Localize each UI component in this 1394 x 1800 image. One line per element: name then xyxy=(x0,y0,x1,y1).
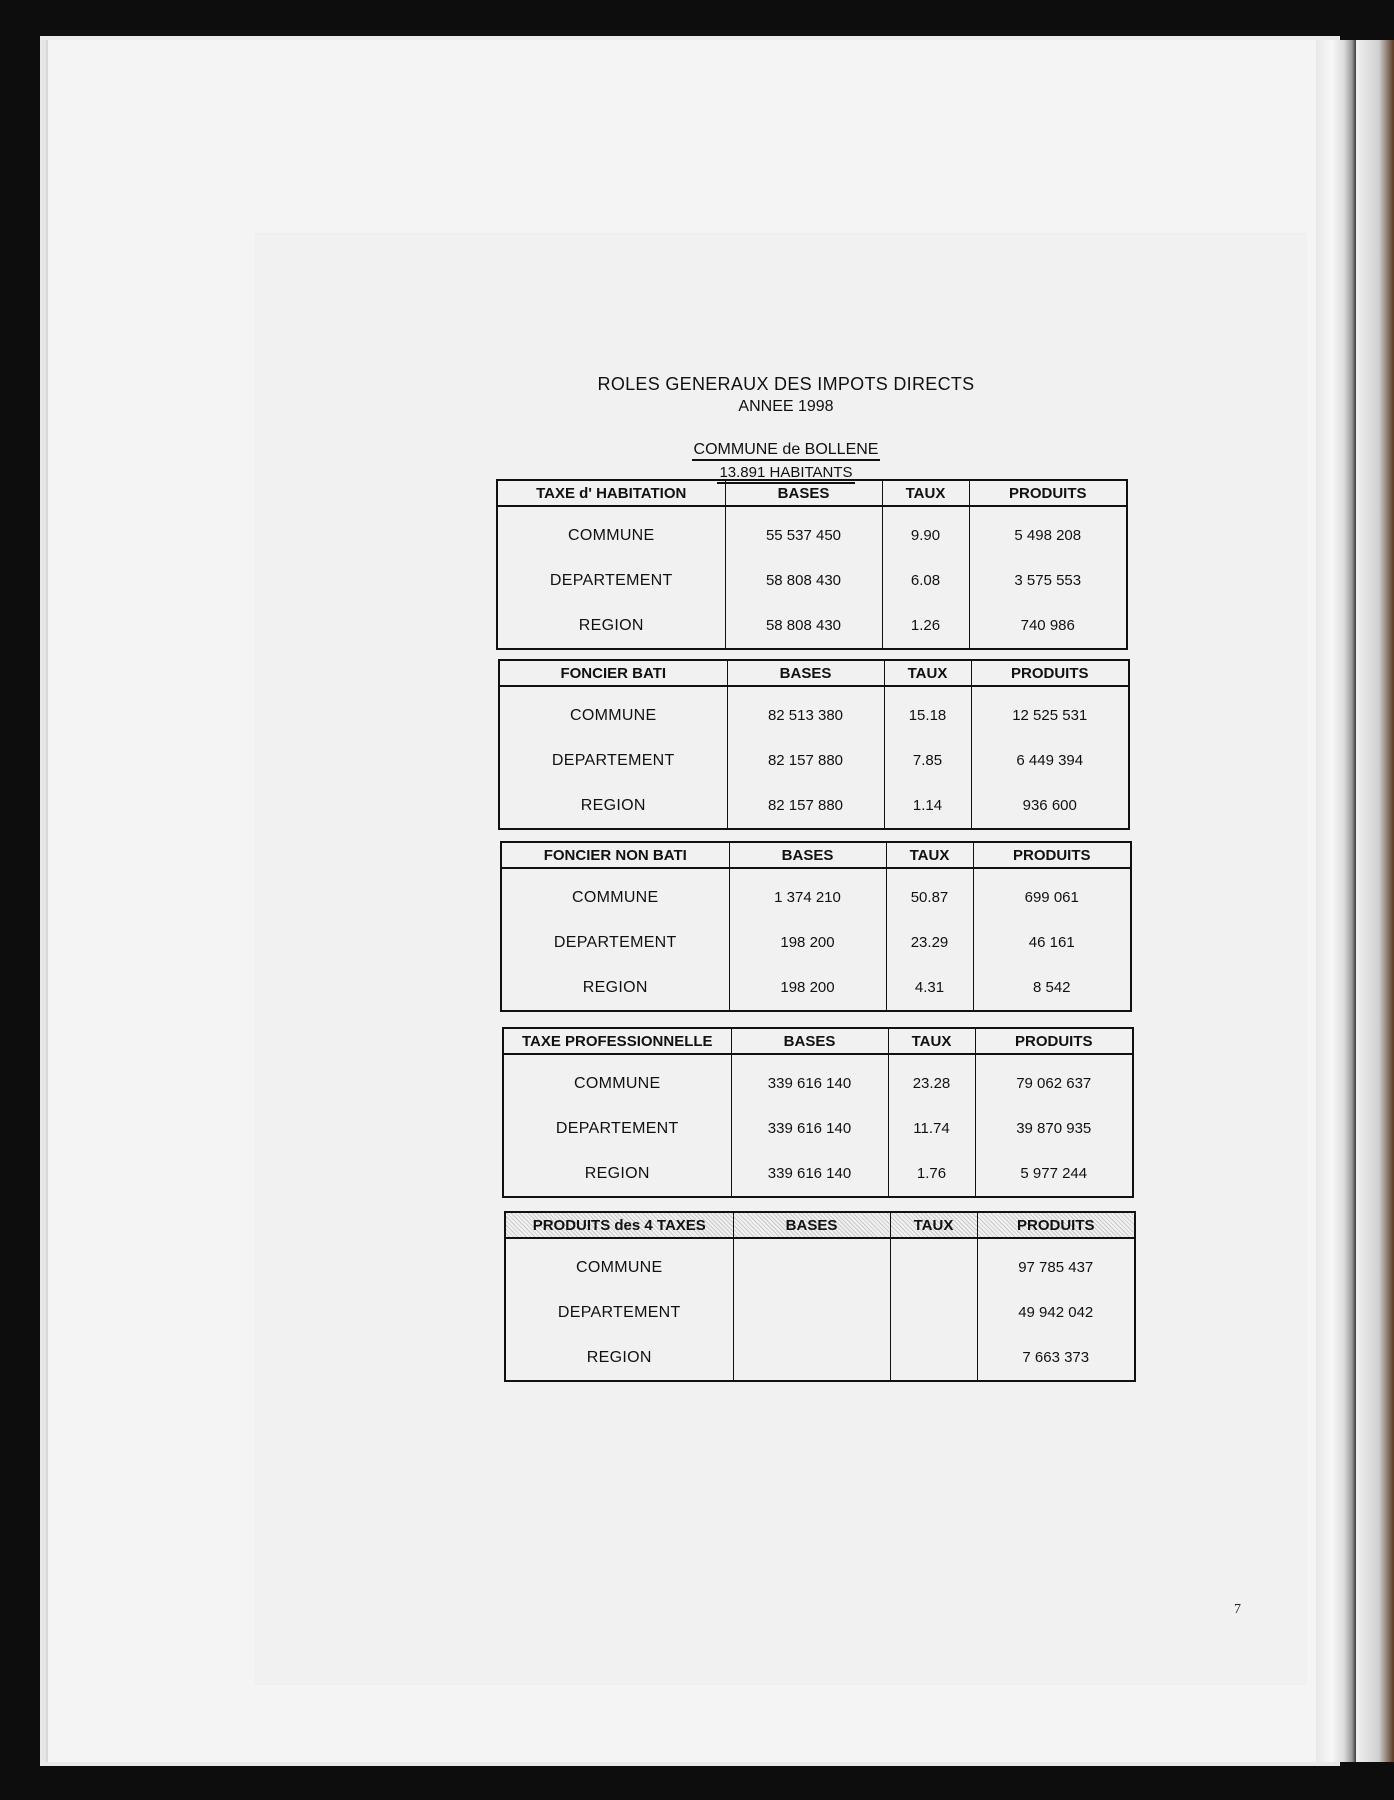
table-cell: 82 157 880 xyxy=(727,783,884,829)
table-cell: 3 575 553 xyxy=(1014,572,1082,589)
row-label: DEPARTEMENT xyxy=(501,920,729,965)
commune-name xyxy=(256,441,1316,459)
table-cell: 55 537 450 xyxy=(725,506,882,558)
column-header: PRODUITS xyxy=(973,842,1131,868)
table-header-row xyxy=(497,480,1127,506)
document-title: ROLES GENERAUX DES IMPOTS DIRECTS xyxy=(597,374,975,394)
row-label: COMMUNE xyxy=(505,1238,733,1290)
table-cell: 79 062 637 xyxy=(1016,1075,1092,1092)
column-header: TAUX xyxy=(886,842,973,868)
table-cell: 198 200 xyxy=(729,965,886,1011)
table-row xyxy=(503,1054,1133,1106)
population-text: 13.891 HABITANTS xyxy=(717,464,854,484)
table-cell: 82 513 380 xyxy=(727,686,884,738)
document-sheet xyxy=(256,234,1306,1684)
table-cell: 1.76 xyxy=(888,1151,975,1197)
document-year: ANNEE 1998 xyxy=(738,398,834,415)
row-label: COMMUNE xyxy=(501,868,729,920)
table-cell xyxy=(733,1290,890,1335)
column-header: BASES xyxy=(727,660,884,686)
column-header: PRODUITS xyxy=(969,480,1127,506)
row-label: REGION xyxy=(501,965,729,1011)
table-cell: 198 200 xyxy=(729,920,886,965)
column-header: TAUX xyxy=(884,660,971,686)
table-cell: 23.28 xyxy=(888,1054,975,1106)
row-label: COMMUNE xyxy=(497,506,725,558)
table-cell: 5 498 208 xyxy=(1014,527,1082,544)
column-header: BASES xyxy=(733,1212,890,1238)
table-row xyxy=(499,738,1129,783)
table-cell: 5 977 244 xyxy=(1020,1165,1088,1182)
tax-table xyxy=(498,659,1130,830)
table-cell: 339 616 140 xyxy=(731,1151,888,1197)
table-header-row xyxy=(501,842,1131,868)
table-row xyxy=(501,920,1131,965)
table-cell xyxy=(890,1238,977,1290)
table-cell: 4.31 xyxy=(886,965,973,1011)
commune-name-text: COMMUNE de BOLLENE xyxy=(692,441,881,461)
row-label: DEPARTEMENT xyxy=(499,738,727,783)
column-header: TAUX xyxy=(888,1028,975,1054)
table-row xyxy=(505,1238,1135,1290)
row-label: DEPARTEMENT xyxy=(503,1106,731,1151)
table-cell: 936 600 xyxy=(1022,797,1077,814)
row-label: COMMUNE xyxy=(499,686,727,738)
table-row xyxy=(497,558,1127,603)
table-row xyxy=(499,783,1129,829)
book-spine xyxy=(1356,40,1394,1762)
table-cell: 8 542 xyxy=(1032,979,1071,996)
table-cell: 82 157 880 xyxy=(727,738,884,783)
table-cell: 6.08 xyxy=(882,558,969,603)
table-row xyxy=(505,1335,1135,1381)
table-cell: 339 616 140 xyxy=(731,1054,888,1106)
book-page xyxy=(48,40,1318,1762)
column-header: TAXE PROFESSIONNELLE xyxy=(503,1028,731,1054)
table-cell xyxy=(733,1335,890,1381)
table-cell: 49 942 042 xyxy=(1018,1304,1094,1321)
table-cell: 1 374 210 xyxy=(729,868,886,920)
table-row xyxy=(497,506,1127,558)
table-row xyxy=(501,965,1131,1011)
column-header: TAUX xyxy=(882,480,969,506)
column-header: BASES xyxy=(729,842,886,868)
table-cell: 339 616 140 xyxy=(731,1106,888,1151)
column-header: PRODUITS xyxy=(975,1028,1133,1054)
table-cell: 58 808 430 xyxy=(725,603,882,649)
table-cell xyxy=(890,1290,977,1335)
page-edge xyxy=(1316,40,1356,1762)
table-cell: 39 870 935 xyxy=(1016,1120,1092,1137)
row-label: COMMUNE xyxy=(503,1054,731,1106)
column-header: BASES xyxy=(725,480,882,506)
column-header: PRODUITS des 4 TAXES xyxy=(505,1212,733,1238)
table-cell: 15.18 xyxy=(884,686,971,738)
table-row xyxy=(503,1151,1133,1197)
tax-table xyxy=(496,479,1128,650)
row-label: REGION xyxy=(497,603,725,649)
table-cell: 1.14 xyxy=(884,783,971,829)
table-cell: 11.74 xyxy=(888,1106,975,1151)
table-header-row xyxy=(499,660,1129,686)
table-cell: 23.29 xyxy=(886,920,973,965)
table-row xyxy=(499,686,1129,738)
column-header: PRODUITS xyxy=(971,660,1129,686)
table-cell: 7.85 xyxy=(884,738,971,783)
tax-table xyxy=(502,1027,1134,1198)
table-cell: 46 161 xyxy=(1028,934,1075,951)
row-label: REGION xyxy=(505,1335,733,1381)
column-header: TAUX xyxy=(890,1212,977,1238)
tax-table xyxy=(504,1211,1136,1382)
table-row xyxy=(497,603,1127,649)
table-cell: 58 808 430 xyxy=(725,558,882,603)
table-cell: 7 663 373 xyxy=(1022,1349,1090,1366)
column-header: TAXE d' HABITATION xyxy=(497,480,725,506)
table-row xyxy=(505,1290,1135,1335)
table-cell: 699 061 xyxy=(1024,889,1079,906)
table-cell: 740 986 xyxy=(1020,617,1075,634)
column-header: FONCIER BATI xyxy=(499,660,727,686)
column-header: BASES xyxy=(731,1028,888,1054)
table-row xyxy=(503,1106,1133,1151)
table-cell: 6 449 394 xyxy=(1016,752,1084,769)
row-label: DEPARTEMENT xyxy=(505,1290,733,1335)
column-header: PRODUITS xyxy=(977,1212,1135,1238)
table-cell xyxy=(733,1238,890,1290)
row-label: REGION xyxy=(499,783,727,829)
table-cell: 50.87 xyxy=(886,868,973,920)
table-cell: 97 785 437 xyxy=(1018,1259,1094,1276)
page-number: 7 xyxy=(1234,1602,1241,1617)
row-label: REGION xyxy=(503,1151,731,1197)
column-header: FONCIER NON BATI xyxy=(501,842,729,868)
row-label: DEPARTEMENT xyxy=(497,558,725,603)
table-cell xyxy=(890,1335,977,1381)
table-cell: 1.26 xyxy=(882,603,969,649)
tax-table xyxy=(500,841,1132,1012)
table-cell: 12 525 531 xyxy=(1012,707,1088,724)
table-header-row xyxy=(505,1212,1135,1238)
table-cell: 9.90 xyxy=(882,506,969,558)
table-row xyxy=(501,868,1131,920)
table-header-row xyxy=(503,1028,1133,1054)
